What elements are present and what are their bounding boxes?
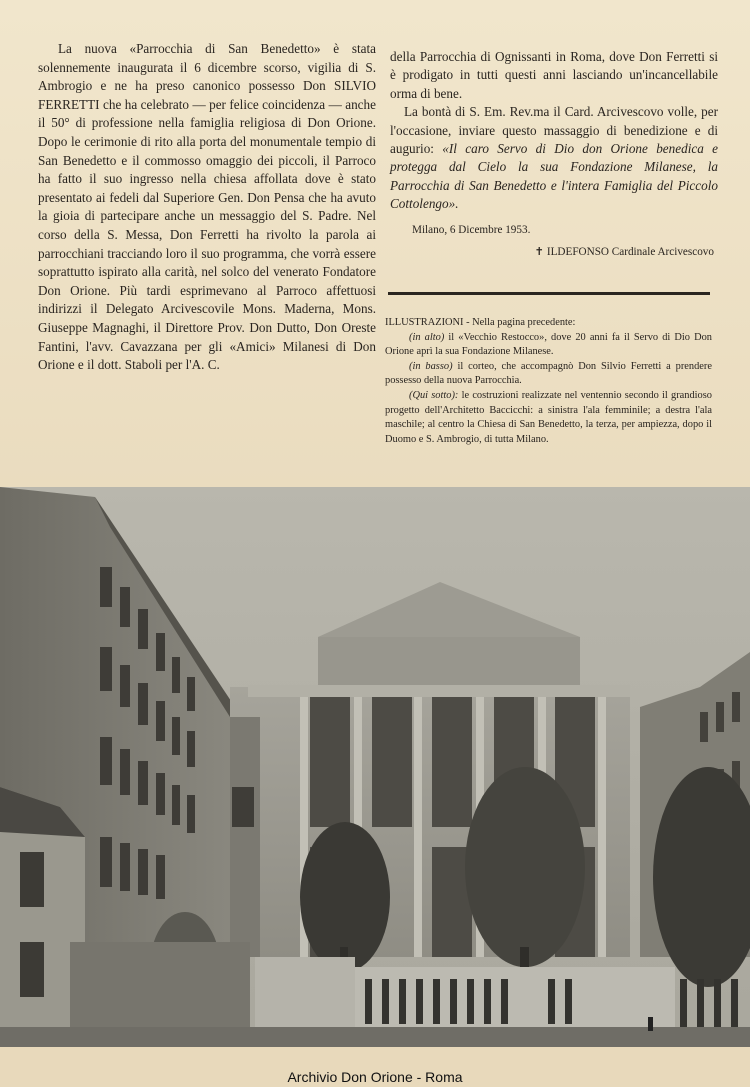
section-divider — [388, 292, 710, 295]
caption-item-1 — [385, 331, 712, 360]
low-wall-center-left — [255, 957, 355, 1037]
left-house-window-2 — [20, 942, 44, 997]
archive-footer: Archivio Don Orione - Roma — [287, 1069, 463, 1085]
caption-3-label: (Qui sotto): — [409, 389, 459, 401]
dateline: Milano, 6 Dicembre 1953. — [412, 223, 531, 236]
caption-3-text: le costruzioni realizzate nel ventennio secondo il grandioso progetto dell'Architetto Baccicchi: a sinistra l'ala femminile; a destra l'ala maschile; al centro la Chiesa di San Benedetto, la terza, per ampiezza, dopo il Duomo e S. Ambrogio, di tutta Milano. — [385, 389, 712, 445]
church-attic — [318, 637, 580, 687]
left-house-window — [20, 852, 44, 907]
caption-item-3 — [385, 389, 712, 447]
caption-2-label: (in basso) — [409, 360, 453, 372]
church-photograph — [0, 487, 750, 1047]
pedestrian — [648, 1017, 653, 1031]
church-photo-illustration — [0, 487, 750, 1047]
tree-center — [465, 767, 585, 967]
article-right-column — [390, 48, 718, 260]
caption-1-label: (in alto) — [409, 331, 445, 343]
article-paragraph-cardinal — [390, 103, 718, 213]
church-cornice — [248, 685, 630, 697]
caption-item-2 — [385, 360, 712, 389]
church-side-window — [232, 787, 254, 827]
left-boundary-wall — [70, 942, 250, 1037]
caption-1-text: il «Vecchio Restocco», dove 20 anni fa il Servo di Dio Don Orione aprì la sua Fondazione Milanese. — [385, 331, 712, 358]
article-paragraph-continuation: della Parrocchia di Ognissanti in Roma, dove Don Ferretti si è prodigato in tutti questi anni lasciando un'incancellabile orma di bene. — [390, 49, 718, 101]
article-left-column — [38, 40, 376, 375]
captions-heading: ILLUSTRAZIONI - Nella pagina precedente: — [385, 317, 576, 328]
caption-2-text: il corteo, che accompagnò Don Silvio Ferretti a prendere possesso della nuova Parrocchia. — [385, 360, 712, 387]
street — [0, 1027, 750, 1047]
signature: ✝ ILDEFONSO Cardinale Arcivescovo — [534, 245, 714, 258]
entrance-fence-bars — [365, 979, 738, 1029]
article-paragraph-left: La nuova «Parrocchia di San Benedetto» è stata solennemente inaugurata il 6 dicembre scorso, vigilia di S. Ambrogio e ne ha preso canonico possesso Don SILVIO FERRETTI che ha celebrato — per felice coincidenza — anche il 50° di professione nella famiglia religiosa di Don Orione. Dopo le cerimonie di rito alla porta del monumentale tempio di San Benedetto e il commosso omaggio dei piccoli, il Parroco ha fatto il suo ingresso nella chiesa affollata dove è stato presentato ai fedeli dal Superiore Gen. Don Pensa che ha avuto la gioia di partecipare anche un messaggio del S. Padre. Nel corso della S. Messa, Don Ferretti ha rivolto la parola ai parrocchiani tracciando loro il suo programma, che vorrà essere soprattutto ispirato alla carità, nel solco del venerato Fondatore Don Orione. Più tardi esprimevano al Parroco affettuosi indirizzi il Delegato Arcivescovile Mons. Maderna, Mons. Giuseppe Magnaghi, il Direttore Prov. Don Dutto, Don Oreste Fantini, l'avv. Cavazzana per gli «Amici» Milanesi di Don Orione e il dott. Staboli per l'A. C. — [38, 41, 376, 373]
illustration-captions — [385, 316, 712, 447]
cardinal-quote: «Il caro Servo di Dio don Orione benedica e protegga dal Cielo la sua Fondazione Milanese, la Parrocchia di San Benedetto e l'intera Famiglia del Piccolo Cottolengo». — [390, 141, 718, 212]
cardinal-intro: La bontà di S. Em. Rev.ma il Card. Arcivescovo volle, per l'occasione, inviare questo massaggio di benedizione e di augurio: — [390, 104, 718, 157]
church-side-wall — [230, 717, 260, 957]
